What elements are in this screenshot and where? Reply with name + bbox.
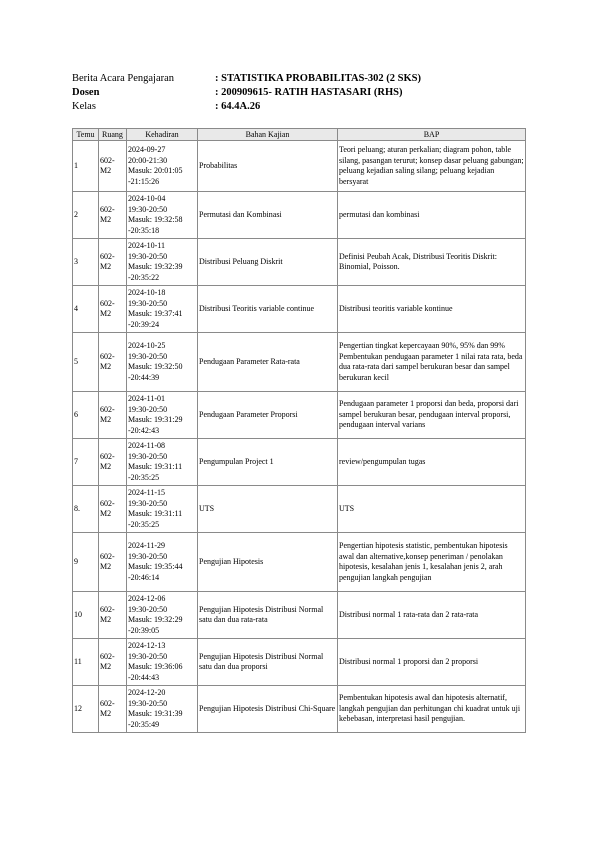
header-row-mata-kuliah: [72, 72, 525, 86]
cell-temu: 7: [73, 439, 99, 486]
cell-temu: 8.: [73, 486, 99, 533]
column-header-bahan-kajian: Bahan Kajian: [198, 129, 338, 141]
cell-ruang: 602-M2: [99, 333, 127, 392]
cell-ruang: 602-M2: [99, 192, 127, 239]
class-code: : 64.4A.26: [215, 101, 261, 112]
cell-kehadiran: [127, 239, 198, 286]
cell-kehadiran: [127, 439, 198, 486]
column-header-ruang: Ruang: [99, 129, 127, 141]
cell-kehadiran: [127, 141, 198, 192]
kehadiran-line: Masuk: 19:36:06: [128, 662, 183, 671]
cell-kehadiran: [127, 639, 198, 686]
table-row: [73, 333, 526, 392]
cell-bahan-kajian: Distribusi Teoritis variable continue: [198, 286, 338, 333]
table-row: [73, 639, 526, 686]
cell-bap: Distribusi normal 1 proporsi dan 2 proporsi: [338, 639, 526, 686]
kehadiran-line: -20:44:43: [128, 672, 160, 682]
cell-bap: Pendugaan parameter 1 proporsi dan beda, proporsi dari sampel berukuran besar, pendugaan interval proporsi, pendugaan interval varians: [338, 392, 526, 439]
kehadiran-line: 19:30-20:50: [128, 351, 168, 361]
cell-temu: 5: [73, 333, 99, 392]
table-row: [73, 686, 526, 733]
cell-kehadiran: [127, 286, 198, 333]
table-row: [73, 439, 526, 486]
table-row: [73, 533, 526, 592]
cell-kehadiran: [127, 192, 198, 239]
cell-bap: permutasi dan kombinasi: [338, 192, 526, 239]
kehadiran-line: 19:30-20:50: [128, 251, 168, 261]
kehadiran-line: 2024-11-08: [128, 441, 166, 450]
cell-bahan-kajian: UTS: [198, 486, 338, 533]
kehadiran-line: -20:35:25: [128, 472, 160, 482]
kehadiran-line: 19:30-20:50: [128, 551, 168, 561]
cell-temu: 4: [73, 286, 99, 333]
cell-kehadiran: [127, 686, 198, 733]
cell-bap: Pembentukan hipotesis awal dan hipotesis alternatif, langkah pengujian dan perhitungan chi kuadrat untuk uji kebebasan, interpretasi hasil pengujian.: [338, 686, 526, 733]
kehadiran-line: Masuk: 19:31:11: [128, 462, 183, 471]
table-row: [73, 392, 526, 439]
cell-bap: UTS: [338, 486, 526, 533]
kehadiran-line: -20:44:39: [128, 372, 160, 382]
cell-ruang: 602-M2: [99, 439, 127, 486]
cell-ruang: 602-M2: [99, 141, 127, 192]
kehadiran-line: 19:30-20:50: [128, 498, 168, 508]
kehadiran-line: Masuk: 20:01:05: [128, 166, 183, 175]
cell-bap: Pengertian hipotesis statistic, pembentukan hipotesis awal dan alternative,konsep peneriman / penolakan hipotesis, kesalahan jenis 1, kesalahan jenis 2, arah pengujian langkah pengujian: [338, 533, 526, 592]
kehadiran-line: 20:00-21:30: [128, 155, 168, 165]
cell-bahan-kajian: Pengujian Hipotesis: [198, 533, 338, 592]
kehadiran-line: 2024-12-20: [128, 688, 166, 697]
kehadiran-line: Masuk: 19:31:29: [128, 415, 183, 424]
cell-bap: review/pengumpulan tugas: [338, 439, 526, 486]
table-row: [73, 592, 526, 639]
kehadiran-line: 19:30-20:50: [128, 651, 168, 661]
cell-ruang: 602-M2: [99, 486, 127, 533]
cell-temu: 9: [73, 533, 99, 592]
column-header-temu: Temu: [73, 129, 99, 141]
cell-ruang: 602-M2: [99, 392, 127, 439]
cell-temu: 2: [73, 192, 99, 239]
kehadiran-line: 2024-11-29: [128, 541, 166, 550]
kehadiran-line: 2024-11-15: [128, 488, 166, 497]
kehadiran-line: 19:30-20:50: [128, 298, 168, 308]
cell-ruang: 602-M2: [99, 533, 127, 592]
header-label: Kelas: [72, 101, 96, 112]
document-header: [72, 72, 525, 114]
course-name: : STATISTIKA PROBABILITAS-302 (2 SKS): [215, 73, 421, 84]
kehadiran-line: -20:39:05: [128, 625, 160, 635]
cell-temu: 11: [73, 639, 99, 686]
table-row: [73, 239, 526, 286]
header-label: Dosen: [72, 87, 100, 98]
cell-bap: Pengertian tingkat kepercayaan 90%, 95% dan 99% Pembentukan pendugaan parameter 1 nilai rata rata, beda dua rata-rata dari sampel berukuran besar dan sampel berukuran kecil: [338, 333, 526, 392]
kehadiran-line: 2024-12-06: [128, 594, 166, 603]
kehadiran-line: -20:35:25: [128, 519, 160, 529]
kehadiran-line: Masuk: 19:32:50: [128, 362, 183, 371]
cell-bap: Distribusi teoritis variable kontinue: [338, 286, 526, 333]
table-header-row: [73, 129, 526, 141]
cell-ruang: 602-M2: [99, 639, 127, 686]
table-row: [73, 192, 526, 239]
kehadiran-line: 2024-11-01: [128, 394, 166, 403]
kehadiran-line: -20:35:22: [128, 272, 160, 282]
kehadiran-line: 2024-10-11: [128, 241, 166, 250]
kehadiran-line: 2024-10-18: [128, 288, 166, 297]
kehadiran-line: 19:30-20:50: [128, 698, 168, 708]
cell-bahan-kajian: Probabilitas: [198, 141, 338, 192]
cell-temu: 3: [73, 239, 99, 286]
kehadiran-line: -20:39:24: [128, 319, 160, 329]
bap-table: [72, 128, 526, 733]
kehadiran-line: -20:35:49: [128, 719, 160, 729]
kehadiran-line: -20:42:43: [128, 425, 160, 435]
kehadiran-line: Masuk: 19:35:44: [128, 562, 183, 571]
table-row: [73, 286, 526, 333]
kehadiran-line: Masuk: 19:32:58: [128, 215, 183, 224]
kehadiran-line: Masuk: 19:37:41: [128, 309, 183, 318]
kehadiran-line: -20:46:14: [128, 572, 160, 582]
cell-kehadiran: [127, 486, 198, 533]
kehadiran-line: 19:30-20:50: [128, 404, 168, 414]
table-body: [73, 141, 526, 733]
cell-temu: 10: [73, 592, 99, 639]
cell-bahan-kajian: Pendugaan Parameter Proporsi: [198, 392, 338, 439]
cell-kehadiran: [127, 392, 198, 439]
cell-bahan-kajian: Pengujian Hipotesis Distribusi Normal satu dan dua rata-rata: [198, 592, 338, 639]
cell-ruang: 602-M2: [99, 686, 127, 733]
kehadiran-line: -21:15:26: [128, 176, 160, 186]
cell-ruang: 602-M2: [99, 239, 127, 286]
table-row: [73, 486, 526, 533]
cell-temu: 12: [73, 686, 99, 733]
kehadiran-line: Masuk: 19:31:39: [128, 709, 183, 718]
kehadiran-line: 19:30-20:50: [128, 604, 168, 614]
header-label: Berita Acara Pengajaran: [72, 73, 175, 84]
kehadiran-line: 2024-09-27: [128, 145, 166, 154]
cell-ruang: 602-M2: [99, 286, 127, 333]
cell-temu: 1: [73, 141, 99, 192]
kehadiran-line: Masuk: 19:32:39: [128, 262, 183, 271]
cell-kehadiran: [127, 533, 198, 592]
cell-bahan-kajian: Pengujian Hipotesis Distribusi Normal satu dan dua proporsi: [198, 639, 338, 686]
kehadiran-line: 19:30-20:50: [128, 451, 168, 461]
column-header-kehadiran: Kehadiran: [127, 129, 198, 141]
lecturer-name: : 200909615- RATIH HASTASARI (RHS): [215, 87, 403, 98]
header-row-kelas: [72, 100, 525, 114]
kehadiran-line: Masuk: 19:32:29: [128, 615, 183, 624]
kehadiran-line: Masuk: 19:31:11: [128, 509, 183, 518]
cell-kehadiran: [127, 333, 198, 392]
cell-bap: Distribusi normal 1 rata-rata dan 2 rata-rata: [338, 592, 526, 639]
cell-bahan-kajian: Pendugaan Parameter Rata-rata: [198, 333, 338, 392]
cell-bahan-kajian: Pengujian Hipotesis Distribusi Chi-Square: [198, 686, 338, 733]
kehadiran-line: -20:35:18: [128, 225, 160, 235]
kehadiran-line: 19:30-20:50: [128, 204, 168, 214]
cell-temu: 6: [73, 392, 99, 439]
cell-bap: Definisi Peubah Acak, Distribusi Teoritis Diskrit: Binomial, Poisson.: [338, 239, 526, 286]
kehadiran-line: 2024-10-25: [128, 341, 166, 350]
kehadiran-line: 2024-12-13: [128, 641, 166, 650]
column-header-bap: BAP: [338, 129, 526, 141]
cell-bahan-kajian: Pengumpulan Project 1: [198, 439, 338, 486]
cell-ruang: 602-M2: [99, 592, 127, 639]
header-row-dosen: [72, 86, 525, 100]
cell-bahan-kajian: Permutasi dan Kombinasi: [198, 192, 338, 239]
kehadiran-line: 2024-10-04: [128, 194, 166, 203]
cell-kehadiran: [127, 592, 198, 639]
table-row: [73, 141, 526, 192]
cell-bap: Teori peluang; aturan perkalian; diagram pohon, table silang, pasangan terurut; konsep dasar peluang gabungan; peluang kejadian saling silang; peluang kejadian bersyarat: [338, 141, 526, 192]
cell-bahan-kajian: Distribusi Peluang Diskrit: [198, 239, 338, 286]
